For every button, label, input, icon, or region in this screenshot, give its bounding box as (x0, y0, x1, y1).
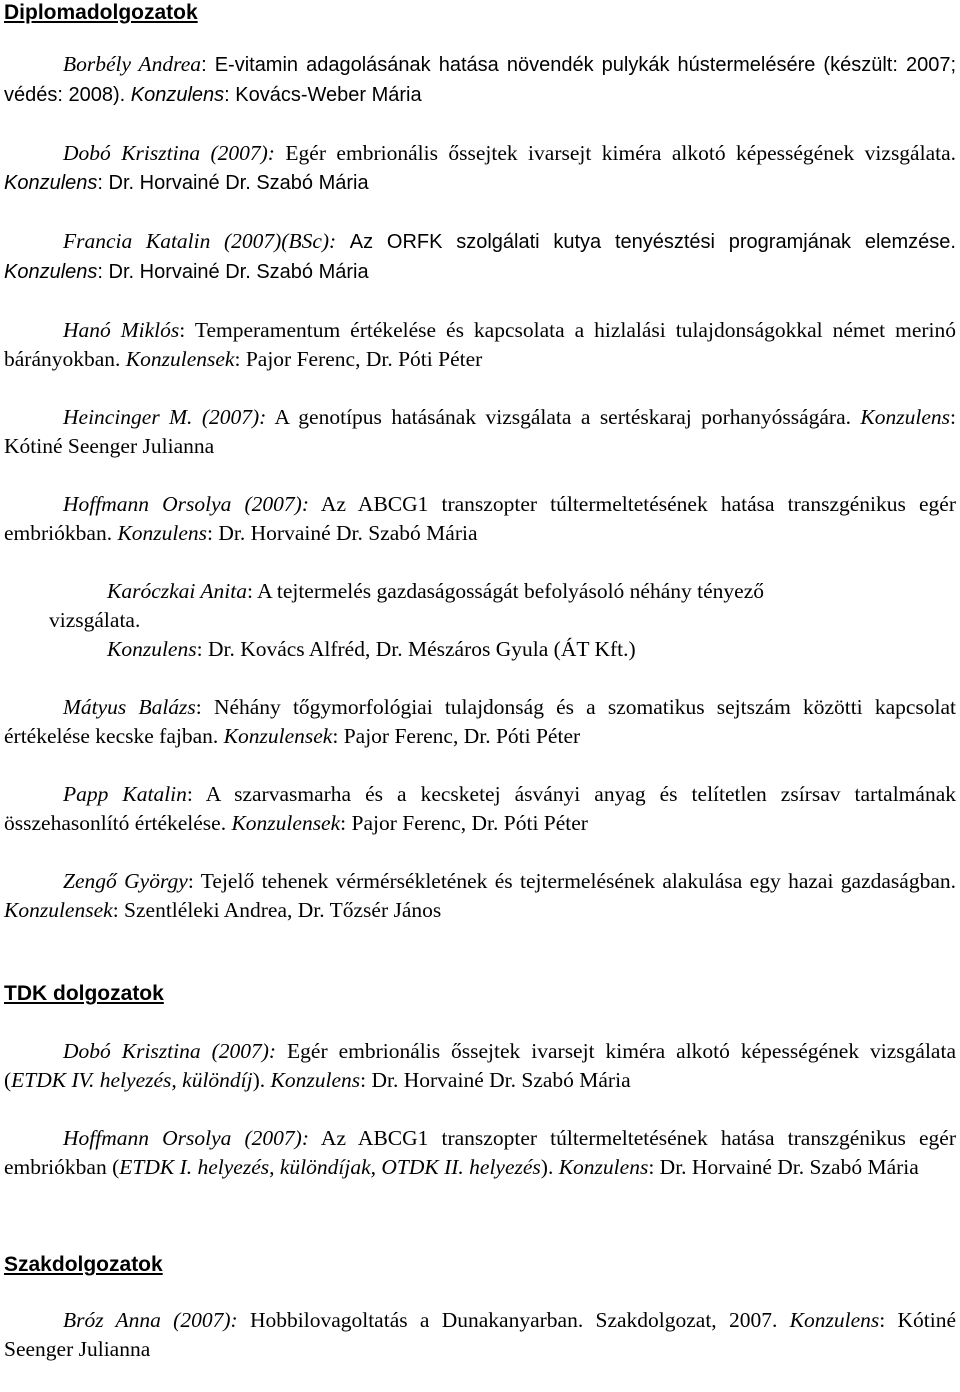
entry-author: Bróz Anna (2007): (63, 1308, 238, 1332)
entry-advisor-label: Konzulensek (223, 724, 333, 748)
diploma-entry-papp: Papp Katalin: A szarvasmarha és a kecsketej ásványi anyag és telítetlen zsírsav tartalmának összehasonlító értékelése. Konzulensek: Pajor Ferenc, Dr. Póti Péter (4, 782, 956, 835)
entry-advisor: : Dr. Horvainé Dr. Szabó Mária (360, 1068, 631, 1092)
diploma-entry-borbely: Borbély Andrea: E-vitamin adagolásának hatása növendék pulykák hústermelésére (készült: 2007; védés: 2008). Konzulens: Kovács-Weber Mária (4, 52, 956, 106)
entry-author: Hoffmann Orsolya (2007): (63, 492, 309, 516)
entry-advisor: : Pajor Ferenc, Dr. Póti Péter (234, 347, 483, 371)
entry-advisor: : Dr. Horvainé Dr. Szabó Mária (97, 172, 369, 194)
entry-advisor-label: Konzulens (130, 84, 225, 106)
entry-advisor-label: Konzulens (4, 261, 98, 283)
entry-author: Borbély Andrea (63, 52, 202, 76)
entry-award: ETDK IV. helyezés, különdíj (11, 1068, 253, 1092)
entry-advisor-label: Konzulens (860, 405, 951, 429)
entry-title: E-vitamin adagolásának hatása növendék pulykák hústermelésére (készült: 2007; védés: 2008). (4, 54, 956, 106)
entry-title: Egér embrionális őssejtek ivarsejt kiméra alkotó képességének vizsgálata ( (4, 1039, 956, 1092)
diploma-entry-matyus: Mátyus Balázs: Néhány tőgymorfológiai tulajdonság és a szomatikus sejtszám közötti kapcsolat értékelése kecske fajban. Konzulensek: Pajor Ferenc, Dr. Póti Péter (4, 695, 957, 748)
entry-advisor: : Pajor Ferenc, Dr. Póti Péter (340, 811, 588, 835)
entry-title: Tejelő tehenek vérmérsékletének és tejtermelésének alakulása egy hazai gazdaságban. (200, 869, 957, 893)
entry-title: Egér embrionális őssejtek ivarsejt kiméra alkotó képességének vizsgálata. (285, 141, 957, 165)
thesis-entry-broz (4, 1306, 956, 1364)
entry-author: Zengő György (63, 869, 188, 893)
entry-advisor-label: Konzulensek (4, 898, 113, 922)
entry-advisor-label: Konzulens (270, 1068, 361, 1092)
entry-author: Heincinger M. (2007): (63, 405, 267, 429)
diploma-entry-zengo: Zengő György: Tejelő tehenek vérmérsékletének és tejtermelésének alakulása egy hazai gazdaságban. Konzulensek: Szentléleki Andrea, Dr. Tőzsér János (4, 869, 957, 922)
document-page (4, 0, 956, 1364)
entry-author: Dobó Krisztina (2007): (63, 141, 275, 165)
tdk-entry-dobo: Dobó Krisztina (2007): Egér embrionális őssejtek ivarsejt kiméra alkotó képességének vizsgálata (ETDK IV. helyezés, különdíj). Konzulens: Dr. Horvainé Dr. Szabó Mária (4, 1039, 956, 1092)
diploma-entry-hano: Hanó Miklós: Temperamentum értékelése és kapcsolata a hizlalási tulajdonságokkal német merinó bárányokban. Konzulensek: Pajor Ferenc, Dr. Póti Péter (4, 318, 956, 371)
entry-title: A szarvasmarha és a kecsketej ásványi anyag és telítetlen zsírsav tartalmának összehasonlító értékelése. (4, 782, 956, 835)
section-heading-thesis: Szakdolgozatok (4, 1253, 163, 1276)
entry-advisor-label: Konzulens (107, 637, 197, 661)
entry-advisor-label: Konzulens (4, 172, 98, 194)
entry-author: Dobó Krisztina (2007): (63, 1039, 277, 1063)
entry-advisor-label: Konzulensek (125, 347, 235, 371)
entry-title: Az ABCG1 transzopter túltermeltetésének hatása transzgénikus egér embriókban ( (4, 1126, 956, 1179)
entry-title: Az ORFK szolgálati kutya tenyésztési programjának elemzése. (349, 231, 956, 253)
entry-author: Papp Katalin (63, 782, 187, 806)
entry-author: Hoffmann Orsolya (2007): (63, 1126, 309, 1150)
entry-award: ETDK I. helyezés, különdíjak, OTDK II. helyezés (119, 1155, 541, 1179)
entry-advisor: : Dr. Horvainé Dr. Szabó Mária (97, 261, 369, 283)
entry-advisor-line (49, 635, 956, 664)
entry-author: Hanó Miklós (63, 318, 180, 342)
entry-title: Hobbilovagoltatás a Dunakanyarban. Szakdolgozat, 2007. (249, 1308, 790, 1332)
entry-advisor: : Kótiné Seenger Julianna (4, 405, 956, 458)
diploma-entry-karoczkai: Karóczkai Anita: A tejtermelés gazdaságosságát befolyásoló néhány tényező vizsgálata. Konzulens: Dr. Kovács Alfréd, Dr. Mészáros Gyula (ÁT Kft.) (4, 577, 956, 664)
section-heading-tdk: TDK dolgozatok (4, 982, 164, 1005)
entry-title: Az ABCG1 transzopter túltermeltetésének hatása transzgénikus egér embriókban. (4, 492, 956, 545)
diploma-entry-dobo (4, 139, 956, 198)
entry-advisor-label: Konzulensek (231, 811, 341, 835)
diploma-entry-heincinger (4, 403, 956, 461)
entry-author: Mátyus Balázs (63, 695, 196, 719)
entry-title: A genotípus hatásának vizsgálata a sertéskaraj porhanyósságára. (274, 405, 861, 429)
diploma-entry-francia (4, 227, 956, 287)
entry-advisor-label: Konzulens (789, 1308, 880, 1332)
entry-title: A tejtermelés gazdaságosságát befolyásoló néhány tényező (257, 579, 764, 603)
entry-advisor-label: Konzulens (117, 521, 208, 545)
entry-advisor: : Kótiné Seenger Julianna (4, 1308, 957, 1361)
entry-advisor: : Pajor Ferenc, Dr. Póti Péter (332, 724, 581, 748)
section-heading-diploma: Diplomadolgozatok (4, 1, 198, 24)
diploma-entry-hoffmann (4, 490, 956, 548)
entry-advisor-label: Konzulens (558, 1155, 649, 1179)
entry-advisor: : Dr. Kovács Alfréd, Dr. Mészáros Gyula (ÁT Kft.) (196, 637, 636, 661)
entry-advisor: : Dr. Horvainé Dr. Szabó Mária (648, 1155, 919, 1179)
entry-advisor: : Kovács-Weber Mária (224, 84, 422, 106)
entry-title-continued: vizsgálata. (49, 608, 141, 632)
entry-title: Néhány tőgymorfológiai tulajdonság és a szomatikus sejtszám közötti kapcsolat értékelése kecske fajban. (4, 695, 957, 748)
entry-title: Temperamentum értékelése és kapcsolata a hizlalási tulajdonságokkal német merinó bárányokban. (4, 318, 956, 371)
tdk-entry-hoffmann: Hoffmann Orsolya (2007): Az ABCG1 transzopter túltermeltetésének hatása transzgénikus egér embriókban (ETDK I. helyezés, különdíjak, OTDK II. helyezés). Konzulens: Dr. Horvainé Dr. Szabó Mária (4, 1126, 956, 1179)
entry-advisor: : Szentléleki Andrea, Dr. Tőzsér János (112, 898, 442, 922)
entry-advisor: : Dr. Horvainé Dr. Szabó Mária (207, 521, 478, 545)
entry-author: Karóczkai Anita (107, 579, 247, 603)
entry-author: Francia Katalin (2007)(BSc): (63, 229, 337, 253)
